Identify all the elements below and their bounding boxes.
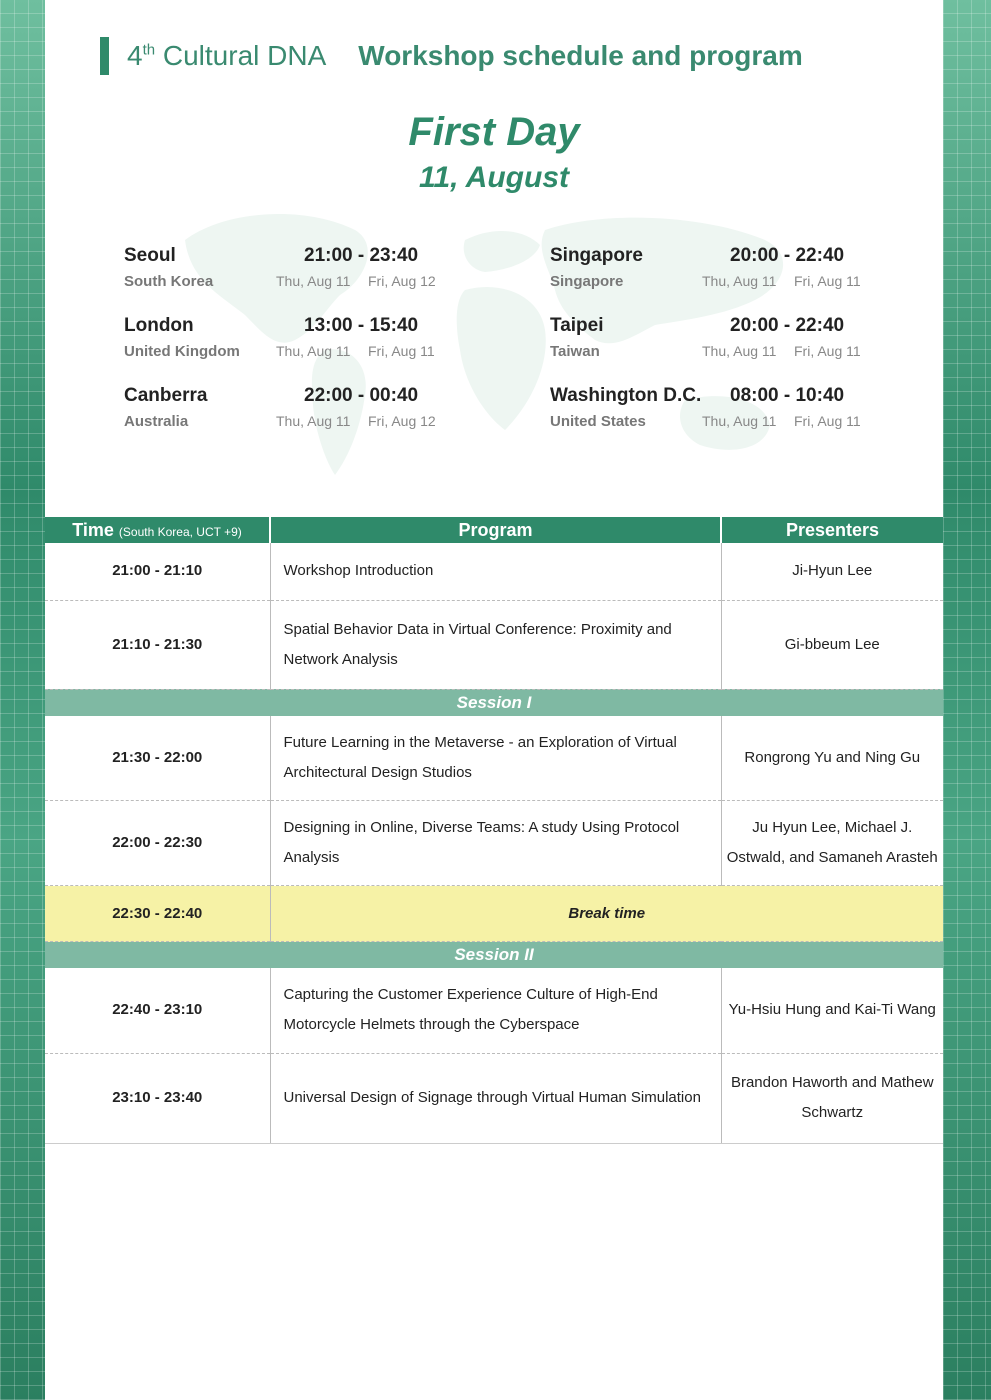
row-time: 22:30 - 22:40 <box>45 886 270 942</box>
row-time: 21:10 - 21:30 <box>45 600 270 689</box>
row-time: 21:00 - 21:10 <box>45 543 270 600</box>
table-row <box>45 543 943 600</box>
table-row <box>45 1053 943 1143</box>
row-program: Workshop Introduction <box>270 543 721 600</box>
day-title: First Day <box>408 110 580 154</box>
program-page: 4th Cultural DNA Workshop schedule and program First Day 11, August Seoul South Korea 21:00 - 23:40 Thu, Aug 11 Fri, Aug 12 London United Kingdom 13:00 - 15:40 Thu, Aug 11 Fri, Aug 11 Canberra Australia 22:00 - 00:40 Thu, Aug 11 Fri, Aug 12 Singapore Singapore 20:00 - 22:40 Thu, Aug 11 Fri, Aug 11 Taipei Taiwan 20:00 - 22:40 Thu, Aug 11 Fri, Aug 11 Washington D.C. United States 08:00 - 10:40 Thu, Aug 11 Fri, Aug 11 Time (South Korea, UCT +9) Program Presenters 21:00 - 21:10 Workshop Introduction Ji-Hyun Lee 21:10 - 21:30 Spatial Behavior Data in Virtual Conference: Proximity and Network Analysis Gi-bbeum Lee Session I 21:30 - 22:00 Future Learning in the Metaverse - an Exploration of Virtual Architectural Design Studios Rongrong Yu and Ning Gu 22:00 - 22:30 Designing in Online, Diverse Teams: A study Using Protocol Analysis Ju Hyun Lee, Michael J. Ostwald, and Samaneh Arasteh 22:30 - 22:40 Break time Session II 22:40 - 23:10 Capturing the Customer Experience Culture of High-End Motorcycle Helmets through the Cyberspace Yu-Hsiu Hung and Kai-Ti Wang 23:10 - 23:40 Universal Design of Signage through Virtual Human Simulation Brandon Haworth and Mathew Schwartz <box>45 0 943 1400</box>
page-header <box>100 36 803 76</box>
row-program: Future Learning in the Metaverse - an Exploration of Virtual Architectural Design Studios <box>270 716 721 801</box>
schedule-table <box>45 517 943 1144</box>
session-band <box>45 689 943 716</box>
row-presenters: Yu-Hsiu Hung and Kai-Ti Wang <box>721 968 943 1053</box>
column-header-time: Time (South Korea, UCT +9) <box>45 517 270 543</box>
day-date: 11, August <box>418 161 569 194</box>
row-presenters: Ju Hyun Lee, Michael J. Ostwald, and Samaneh Arasteh <box>721 801 943 886</box>
session-band <box>45 942 943 969</box>
row-time: 23:10 - 23:40 <box>45 1053 270 1143</box>
row-presenters: Ji-Hyun Lee <box>721 543 943 600</box>
row-program: Spatial Behavior Data in Virtual Conference: Proximity and Network Analysis <box>270 600 721 689</box>
table-row <box>45 801 943 886</box>
table-row <box>45 716 943 801</box>
row-time: 21:30 - 22:00 <box>45 716 270 801</box>
break-label: Break time <box>270 886 943 942</box>
section-title: Workshop schedule and program <box>358 40 803 71</box>
row-presenters: Rongrong Yu and Ning Gu <box>721 716 943 801</box>
row-time: 22:00 - 22:30 <box>45 801 270 886</box>
column-header-program: Program <box>270 517 721 543</box>
event-name: 4th Cultural DNA <box>127 40 327 71</box>
decorative-grid-right <box>943 0 991 1400</box>
row-presenters: Brandon Haworth and Mathew Schwartz <box>721 1053 943 1143</box>
row-presenters: Gi-bbeum Lee <box>721 600 943 689</box>
table-row <box>45 600 943 689</box>
row-program: Universal Design of Signage through Virtual Human Simulation <box>270 1053 721 1143</box>
session-label: Session I <box>45 689 943 716</box>
row-program: Capturing the Customer Experience Culture of High-End Motorcycle Helmets through the Cyberspace <box>270 968 721 1053</box>
table-header-row <box>45 517 943 543</box>
session-label: Session II <box>45 942 943 969</box>
decorative-grid-left <box>0 0 45 1400</box>
header-accent-bar <box>100 37 109 75</box>
column-header-presenters: Presenters <box>721 517 943 543</box>
table-row <box>45 968 943 1053</box>
row-time: 22:40 - 23:10 <box>45 968 270 1053</box>
row-program: Designing in Online, Diverse Teams: A study Using Protocol Analysis <box>270 801 721 886</box>
break-row <box>45 886 943 942</box>
